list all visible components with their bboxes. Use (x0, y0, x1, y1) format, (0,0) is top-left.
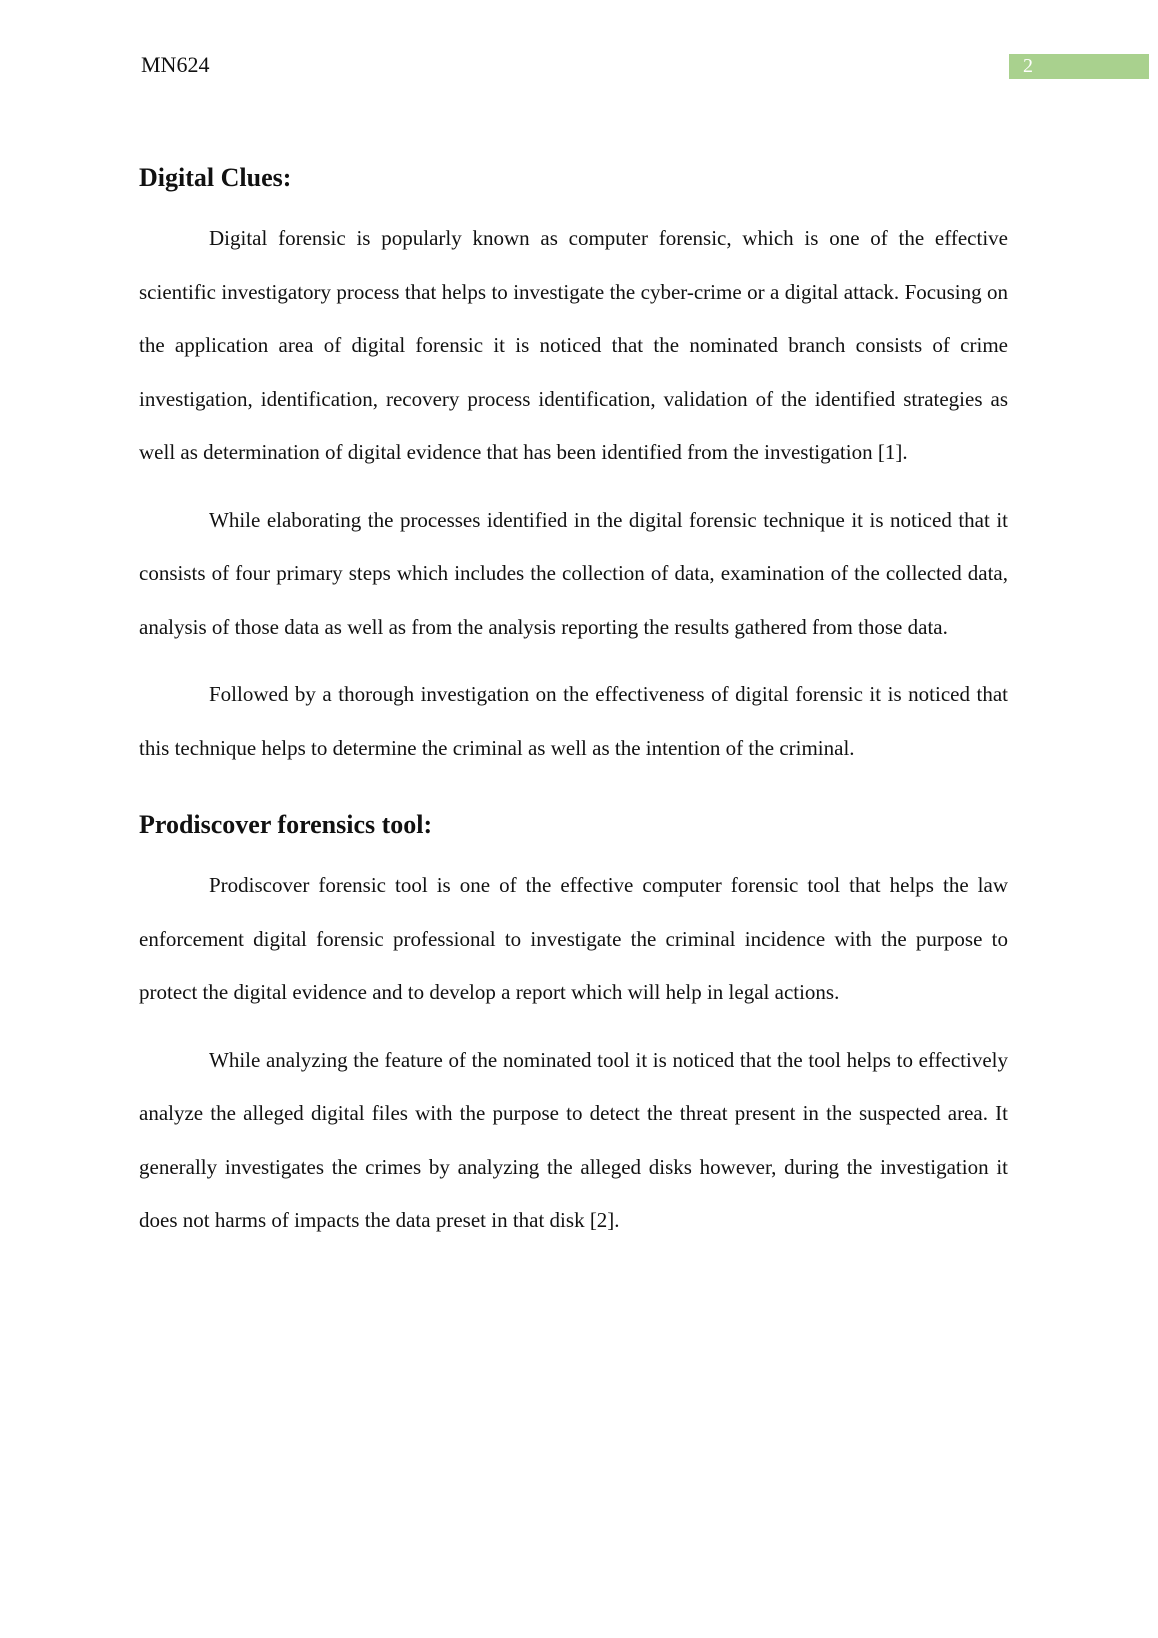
running-header: MN624 (141, 52, 210, 77)
document-body (139, 158, 1008, 1262)
paragraph: Followed by a thorough investigation on the effectiveness of digital forensic it is noticed that this technique helps to determine the criminal as well as the intention of the criminal. (139, 682, 1008, 760)
paragraph: While analyzing the feature of the nominated tool it is noticed that the tool helps to effectively analyze the alleged digital files with the purpose to detect the threat present in the suspected area. It generally investigates the crimes by analyzing the alleged disks however, during the investigation it does not harms of impacts the data preset in that disk [2]. (139, 1047, 1008, 1232)
paragraph: While elaborating the processes identified in the digital forensic technique it is noticed that it consists of four primary steps which includes the collection of data, examination of the collected data, analysis of those data as well as from the analysis reporting the results gathered from those data. (139, 507, 1008, 639)
section-heading-digital-clues: Digital Clues: (139, 163, 292, 192)
section-heading-prodiscover: Prodiscover forensics tool: (139, 810, 433, 839)
page-number: 2 (1009, 54, 1149, 79)
paragraph: Prodiscover forensic tool is one of the effective computer forensic tool that helps the law enforcement digital forensic professional to investigate the criminal incidence with the purpose to protect the digital evidence and to develop a report which will help in legal actions. (139, 873, 1008, 1004)
paragraph: Digital forensic is popularly known as computer forensic, which is one of the effective scientific investigatory process that helps to investigate the cyber-crime or a digital attack. Focusing on the application area of digital forensic it is noticed that the nominated branch consists of crime investigation, identification, recovery process identification, validation of the identified strategies as well as determination of digital evidence that has been identified from the investigation [1]. (139, 226, 1008, 464)
